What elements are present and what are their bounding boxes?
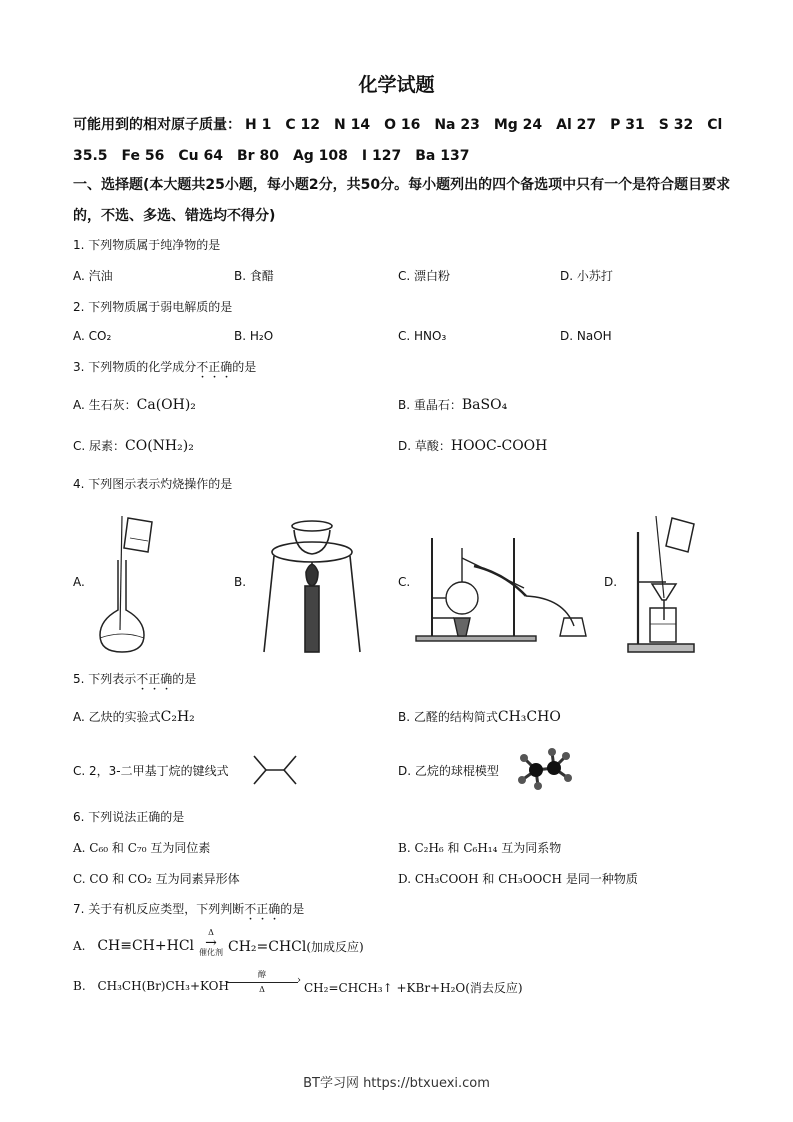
q2-option-b: B. H₂O (234, 329, 274, 343)
q2-option-a: A. CO₂ (73, 329, 112, 343)
mass-item: Al 27 (556, 117, 597, 133)
emphasis-text: 不正确 (136, 672, 173, 686)
crucible-burning-image (262, 512, 362, 657)
skeletal-formula-image (252, 752, 298, 788)
q4-option-b: B. (234, 575, 247, 589)
page-title: 化学试题 (358, 74, 435, 96)
mass-item: C 12 (285, 117, 320, 133)
q7-option-a (73, 938, 194, 954)
q3-option-c (73, 437, 194, 454)
q4-option-c: C. (398, 575, 411, 589)
option-label: A. 乙炔的实验式 (73, 710, 161, 724)
question-5-stem (73, 670, 196, 693)
product: CH₂=CHCl (228, 939, 307, 955)
reaction-type: (消去反应) (465, 981, 523, 995)
formula: C₂H₂ (160, 709, 195, 725)
q6-option-c: C. CO 和 CO₂ 互为同素异形体 (73, 872, 240, 886)
q5-option-d: D. 乙烷的球棍模型 (398, 764, 499, 778)
q7-b-product (304, 979, 523, 996)
ball-and-stick-model-image (516, 748, 574, 790)
atomic-masses (73, 110, 733, 172)
mass-item: Mg 24 (493, 117, 543, 133)
emphasis-text: 不正确 (196, 360, 233, 374)
formula: CH₃CHO (497, 709, 561, 725)
condition-bottom: Δ (259, 985, 265, 994)
q1-option-b: B. 食醋 (234, 269, 274, 283)
condition-bottom: 催化剂 (199, 948, 223, 957)
condition-top: Δ (208, 928, 214, 937)
mass-item: Ba 137 (415, 148, 470, 164)
mass-item: O 16 (384, 117, 421, 133)
formula: Ca(OH)₂ (136, 397, 196, 413)
stem-text: 7. 关于有机反应类型，下列判断 (73, 902, 245, 916)
question-4-stem: 4. 下列图示表示灼烧操作的是 (73, 477, 233, 491)
mass-item: H 1 (245, 117, 272, 133)
q5-option-c: C. 2，3-二甲基丁烷的键线式 (73, 764, 229, 778)
option-label: C. 尿素： (73, 439, 126, 453)
arrow-icon: → (205, 935, 217, 951)
q6-option-b: B. C₂H₆ 和 C₆H₁₄ 互为同系物 (398, 841, 562, 855)
question-6-stem: 6. 下列说法正确的是 (73, 810, 185, 824)
volumetric-flask-image (92, 510, 172, 655)
q7-a-condition (196, 928, 226, 958)
question-2-stem: 2. 下列物质属于弱电解质的是 (73, 300, 233, 314)
emphasis-text: 不正确 (244, 902, 281, 916)
q1-option-c: C. 漂白粉 (398, 269, 451, 283)
stem-text: 的是 (172, 672, 197, 686)
q7-a-product (228, 938, 364, 955)
q5-option-b (398, 708, 561, 725)
stem-text: 5. 下列表示 (73, 672, 137, 686)
q1-option-a: A. 汽油 (73, 269, 113, 283)
mass-item: Fe 56 (121, 148, 165, 164)
condition-top: 醇 (258, 970, 266, 979)
q7-option-b (73, 979, 229, 993)
q3-option-d (398, 437, 547, 454)
stem-text: 的是 (280, 902, 305, 916)
mass-item: Na 23 (434, 117, 480, 133)
q3-option-a (73, 396, 196, 413)
footer-watermark: BT学习网 https://btxuexi.com (303, 1076, 490, 1091)
mass-item: Cu 64 (178, 148, 224, 164)
q4-option-d: D. (604, 575, 618, 589)
masses-label: 可能用到的相对原子质量： (73, 117, 241, 133)
filtration-apparatus-image (626, 512, 698, 657)
question-1-stem: 1. 下列物质属于纯净物的是 (73, 238, 221, 252)
q6-option-d: D. CH₃COOH 和 CH₃OOCH 是同一种物质 (398, 872, 638, 886)
mass-item: P 31 (610, 117, 645, 133)
formula: CO(NH₂)₂ (125, 438, 194, 454)
mass-item: Ag 108 (292, 148, 348, 164)
q2-option-c: C. HNO₃ (398, 329, 447, 343)
q6-option-a: A. C₆₀ 和 C₇₀ 互为同位素 (73, 841, 211, 855)
section-heading: 一、选择题(本大题共25小题，每小题2分，共50分。每小题列出的四个备选项中只有一个是符合题目要求的，不选、多选、错选均不得分) (73, 177, 731, 224)
q3-option-b (398, 396, 507, 413)
arrow-icon: › (226, 982, 298, 983)
q1-option-d: D. 小苏打 (560, 269, 613, 283)
q7-b-condition (226, 970, 301, 995)
reactants: CH₃CH(Br)CH₃+KOH (97, 979, 229, 993)
option-label: B. (73, 979, 86, 993)
formula: HOOC-COOH (450, 438, 548, 454)
q2-option-d: D. NaOH (560, 329, 612, 343)
reaction-type: (加成反应) (306, 940, 364, 954)
distillation-apparatus-image (414, 518, 596, 643)
option-label: D. 草酸： (398, 439, 451, 453)
product: CH₂=CHCH₃↑ +KBr+H₂O (304, 981, 466, 995)
mass-item: Cl 35.5 (73, 117, 723, 164)
stem-text: 3. 下列物质的化学成分 (73, 360, 197, 374)
option-label: B. 乙醛的结构简式 (398, 710, 498, 724)
question-3-stem (73, 358, 256, 381)
mass-item: N 14 (333, 117, 371, 133)
mass-item: I 127 (361, 148, 402, 164)
option-label: A. (73, 939, 86, 953)
option-label: A. 生石灰： (73, 398, 137, 412)
formula: BaSO₄ (461, 397, 508, 413)
mass-item: Br 80 (237, 148, 279, 164)
mass-item: S 32 (658, 117, 694, 133)
q5-option-a (73, 708, 195, 725)
option-label: B. 重晶石： (398, 398, 462, 412)
stem-text: 的是 (232, 360, 257, 374)
q4-option-a: A. (73, 575, 85, 589)
reactants: CH≡CH+HCl (97, 938, 195, 954)
question-7-stem (73, 900, 304, 923)
